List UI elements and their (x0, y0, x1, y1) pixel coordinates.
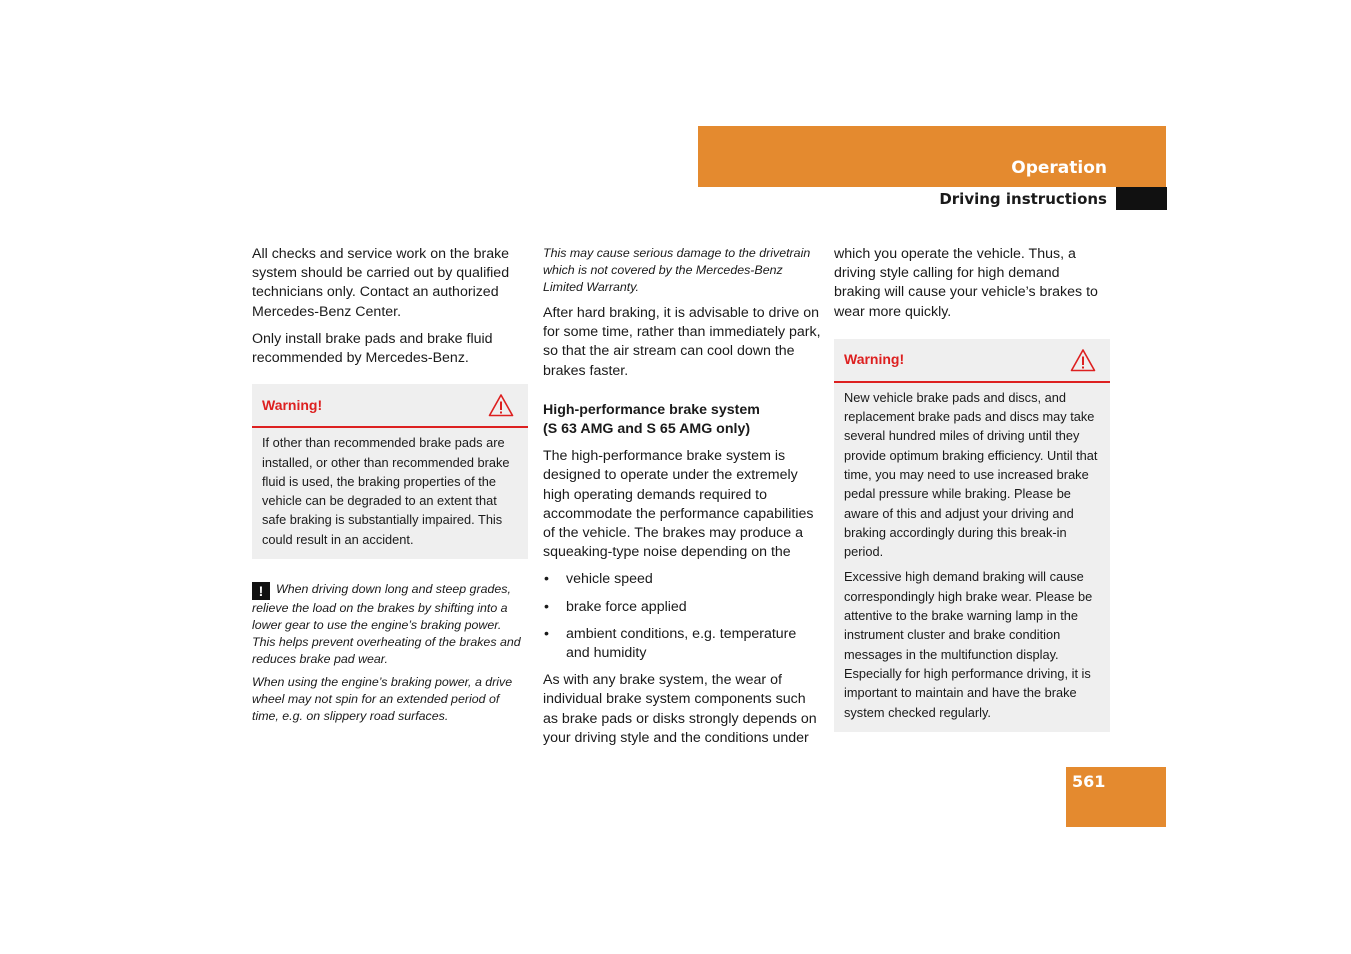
warning-text: Excessive high demand braking will cause correspondingly high brake wear. Please be attentive to the brake warning lamp in the instrument cluster and brake condition messages in the multifunction display. Especially for high performance driving, it is important to maintain and have the brake system checked regularly. (844, 569, 1093, 720)
page-number-box (1066, 767, 1166, 827)
column-left (252, 245, 528, 731)
warning-header (834, 339, 1110, 383)
note-text (252, 581, 528, 668)
warning-triangle-icon (488, 393, 514, 417)
bullet-list (543, 570, 821, 663)
subsection-title: Driving instructions (939, 190, 1107, 208)
section-title: Operation (1011, 158, 1107, 178)
paragraph: Only install brake pads and brake fluid recommended by Mercedes-Benz. (252, 330, 493, 367)
header-marker-block (1116, 187, 1167, 210)
warning-title: Warning! (844, 351, 905, 368)
column-middle (543, 245, 821, 756)
list-item: • vehicle speed (543, 570, 821, 589)
note-block (252, 581, 528, 725)
paragraph: As with any brake system, the wear of individual brake system components such as brake pads or disks strongly depends on your driving style and the conditions under (543, 672, 817, 746)
column-right (834, 245, 1110, 732)
paragraph: The high-performance brake system is designed to operate under the extremely high operating demands required to accommodate the performance capabilities of the vehicle. The brakes may produce a squeaking-type noise depending on the (543, 448, 814, 561)
paragraph: All checks and service work on the brake system should be carried out by qualified technicians only. Contact an authorized Mercedes-Benz Center. (252, 246, 510, 320)
note-text-1: When driving down long and steep grades, relieve the load on the brakes by shifting into a lower gear to use the engine’s braking power. This helps prevent overheating of the brakes and reduces brake pad wear. (252, 582, 521, 666)
subheading (543, 401, 821, 439)
page-number: 561 (1072, 772, 1106, 791)
note-text-2: When using the engine’s braking power, a drive wheel may not spin for an extended period of time, e.g. on slippery road surfaces. (252, 675, 513, 723)
italic-note: This may cause serious damage to the drivetrain which is not covered by the Mercedes-Benz Limited Warranty. (543, 246, 811, 294)
paragraph: After hard braking, it is advisable to drive on for some time, rather than immediately park, so that the air stream can cool down the brakes faster. (543, 305, 821, 379)
warning-box (252, 384, 528, 559)
subheading-line-2: (S 63 AMG and S 65 AMG only) (543, 421, 751, 438)
exclamation-icon: ! (252, 582, 270, 600)
list-item: • ambient conditions, e.g. temperature and humidity (543, 625, 821, 663)
list-item: • brake force applied (543, 598, 821, 617)
warning-box (834, 339, 1110, 732)
warning-text: New vehicle brake pads and discs, and replacement brake pads and discs may take several hundred miles of driving until they provide optimum braking efficiency. Until that time, you may need to use increased brake pedal pressure while braking. Please be aware of this and adjust your driving and braking accordingly during this break-in period. (844, 389, 1098, 560)
warning-title: Warning! (262, 396, 323, 413)
warning-body (834, 383, 1110, 732)
warning-header (252, 384, 528, 428)
warning-triangle-icon (1070, 348, 1096, 372)
paragraph: which you operate the vehicle. Thus, a driving style calling for high demand braking will cause your vehicle’s brakes to wear more quickly. (834, 246, 1098, 320)
subheading-line-1: High-performance brake system (543, 401, 760, 418)
warning-body (252, 428, 528, 559)
warning-text: If other than recommended brake pads are installed, or other than recommended brake fluid is used, the braking properties of the vehicle can be degraded to an extent that safe braking is substantially impaired. This could result in an accident. (262, 435, 510, 547)
